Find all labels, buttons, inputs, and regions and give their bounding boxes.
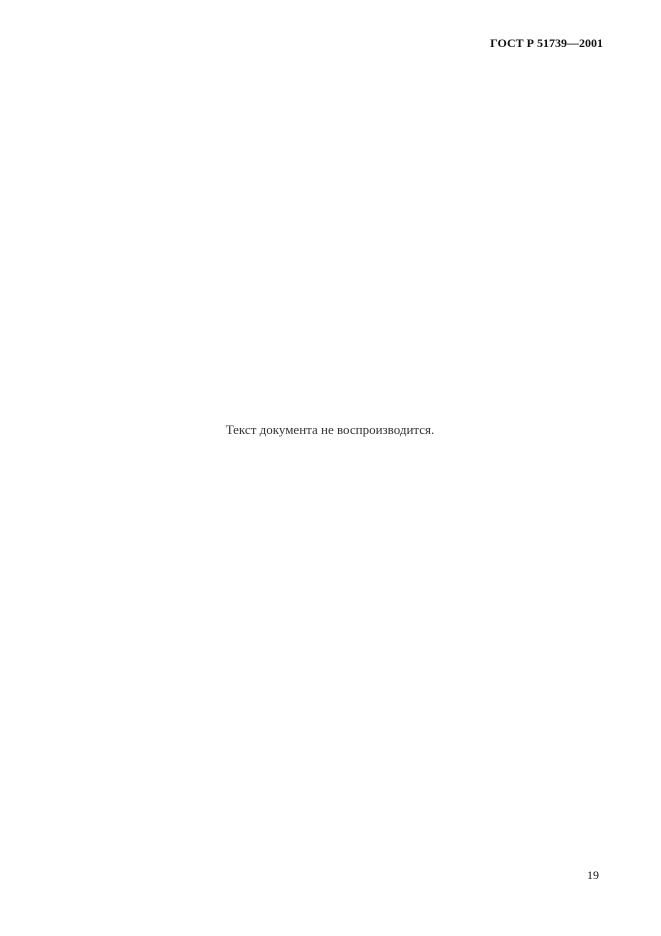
content-notice: Текст документа не воспроизводится.: [225, 422, 435, 437]
document-code: ГОСТ Р 51739—2001: [490, 36, 603, 50]
page-number: 19: [587, 868, 599, 882]
